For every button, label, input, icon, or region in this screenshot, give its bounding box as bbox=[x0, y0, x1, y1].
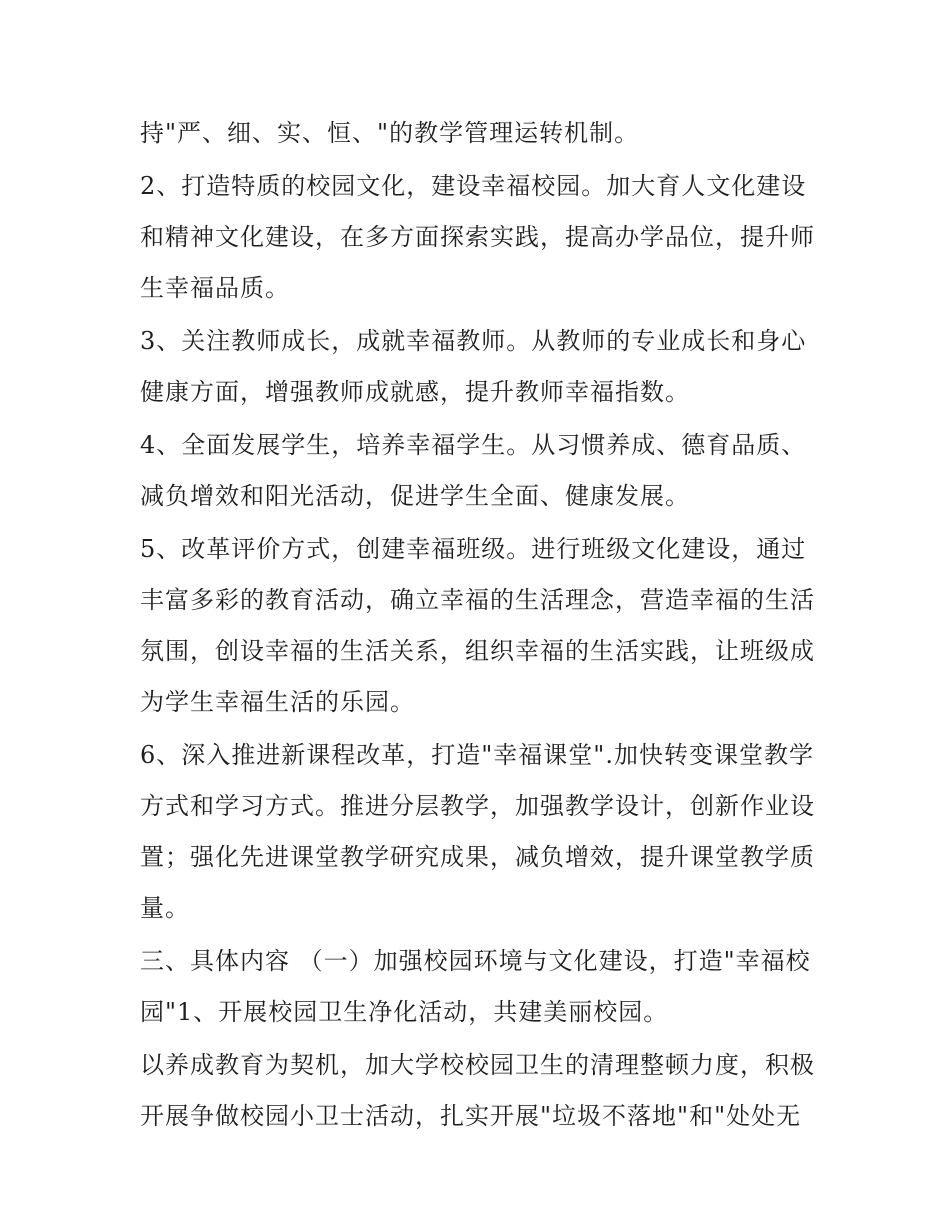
document-body bbox=[140, 108, 820, 1144]
paragraph-item-5-class-evaluation: 5、改革评价方式，创建幸福班级。进行班级文化建设，通过 丰富多彩的教育活动，确立幸福的生活理念，营造幸福的生活 氛围，创设幸福的生活关系，组织幸福的生活实践，让班级成 为学生幸福生活的乐园。 bbox=[140, 535, 815, 716]
paragraph-item-6-curriculum-reform: 6、深入推进新课程改革，打造"幸福课堂".加快转变课堂教学 方式和学习方式。推进分层教学，加强教学设计，创新作业设 置；强化先进课堂教学研究成果，减负增效，提升课堂教学质 量。 bbox=[140, 741, 815, 922]
paragraph-management-mechanism: 持"严、细、实、恒、"的教学管理运转机制。 bbox=[140, 119, 640, 147]
paragraph-item-2-campus-culture: 2、打造特质的校园文化，建设幸福校园。加大育人文化建设 和精神文化建设，在多方面探索实践，提高办学品位，提升师 生幸福品质。 bbox=[140, 172, 815, 302]
paragraph-item-3-teacher-growth: 3、关注教师成长，成就幸福教师。从教师的专业成长和身心 健康方面，增强教师成就感，提升教师幸福指数。 bbox=[140, 327, 807, 406]
paragraph-habit-education: 以养成教育为契机，加大学校校园卫生的清理整顿力度，积极 开展争做校园小卫士活动，扎实开展"垃圾不落地"和"处处无 bbox=[140, 1051, 815, 1130]
paragraph-item-4-student-development: 4、全面发展学生，培养幸福学生。从习惯养成、德育品质、 减负增效和阳光活动，促进学生全面、健康发展。 bbox=[140, 431, 807, 510]
paragraph-section-3-content: 三、具体内容 （一）加强校园环境与文化建设，打造"幸福校 园"1、开展校园卫生净化活动，共建美丽校园。 bbox=[140, 947, 811, 1026]
